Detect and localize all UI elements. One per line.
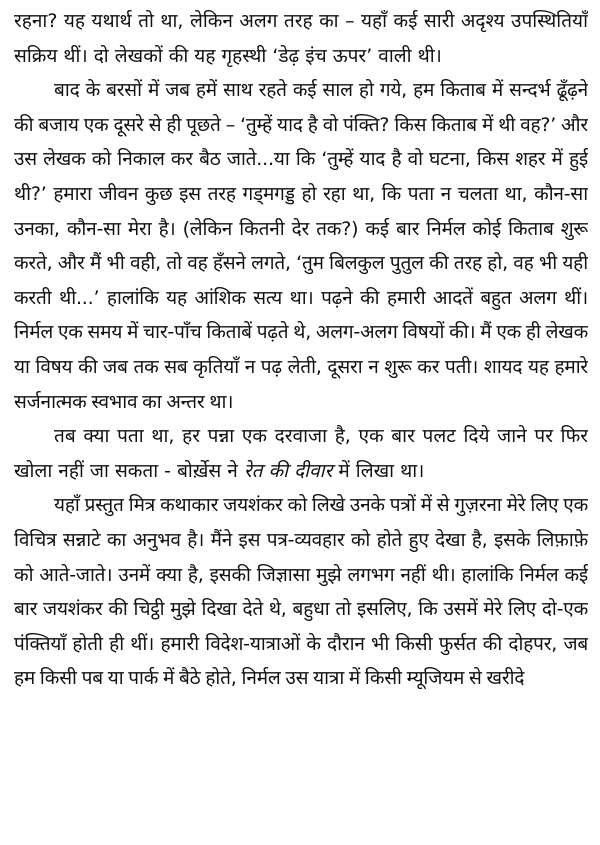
book-page — [14, 4, 588, 840]
paragraph-2 — [14, 73, 588, 419]
paragraph-4 — [14, 488, 588, 696]
paragraph-text: यहाँ प्रस्तुत मित्र कथाकार जयशंकर को लिखे उनके पत्रों में से गुज़रना मेरे लिए एक विचित्र सन्नाटे का अनुभव है। मैंने इस पत्र-व्यवहार को होते हुए देखा है, इसके लिफ़ाफ़े को आते-जाते। उनमें क्या है, इसकी जिज्ञासा मुझे लगभग नहीं थी। हालांकि निर्मल कई बार जयशंकर की चिट्ठी मुझे दिखा देते थे, बहुधा तो इसलिए, कि उसमें मेरे लिए दो-एक पंक्तियाँ होती ही थीं। हमारी विदेश-यात्राओं के दौरान भी किसी फुर्सत की दोहपर, जब हम किसी पब या पार्क में बैठे होते, निर्मल उस यात्रा में किसी म्यूजियम से खरीदे — [14, 494, 588, 690]
paragraph-1 — [14, 4, 588, 73]
paragraph-text: रहना? यह यथार्थ तो था, लेकिन अलग तरह का – यहाँ कई सारी अदृश्य उपस्थितियाँ सक्रिय थीं। दो लेखकों की यह गृहस्थी ‘डेढ़ इंच ऊपर’ वाली थी। — [14, 10, 588, 67]
paragraph-3 — [14, 419, 588, 488]
paragraph-text: तब क्या पता था, हर पन्ना एक दरवाजा है, एक बार पलट दिये जाने पर फिर खोला नहीं जा सकता - बोर्ख़ेस ने — [14, 425, 588, 482]
book-title-italic: रेत की दीवार — [243, 459, 333, 482]
paragraph-text: बाद के बरसों में जब हमें साथ रहते कई साल हो गये, हम किताब में सन्दर्भ ढूँढ़ने की बजाय एक दूसरे से ही पूछते – ‘तुम्हें याद है वो पंक्ति? किस किताब में थी वह?’ और उस लेखक को निकाल कर बैठ जाते...या कि ‘तुम्हें याद है वो घटना, किस शहर में हुई थी?’ हमारा जीवन कुछ इस तरह गड्मगड्ड हो रहा था, कि पता न चलता था, कौन-सा उनका, कौन-सा मेरा है। (लेकिन कितनी देर तक?) कई बार निर्मल कोई किताब शुरू करते, और मैं भी वही, तो वह हँसने लगते, ‘तुम बिलकुल पुतुल की तरह हो, वह भी यही करती थी...’ हालांकि यह आंशिक सत्य था। पढ़ने की हमारी आदतें बहुत अलग थीं। निर्मल एक समय में चार-पाँच किताबें पढ़ते थे, अलग-अलग विषयों की। मैं एक ही लेखक या विषय की जब तक सब कृतियाँ न पढ़ लेती, दूसरा न शुरू कर पती। शायद यह हमारे सर्जनात्मक स्वभाव का अन्तर था। — [14, 79, 588, 413]
paragraph-text: में लिखा था। — [332, 459, 425, 482]
